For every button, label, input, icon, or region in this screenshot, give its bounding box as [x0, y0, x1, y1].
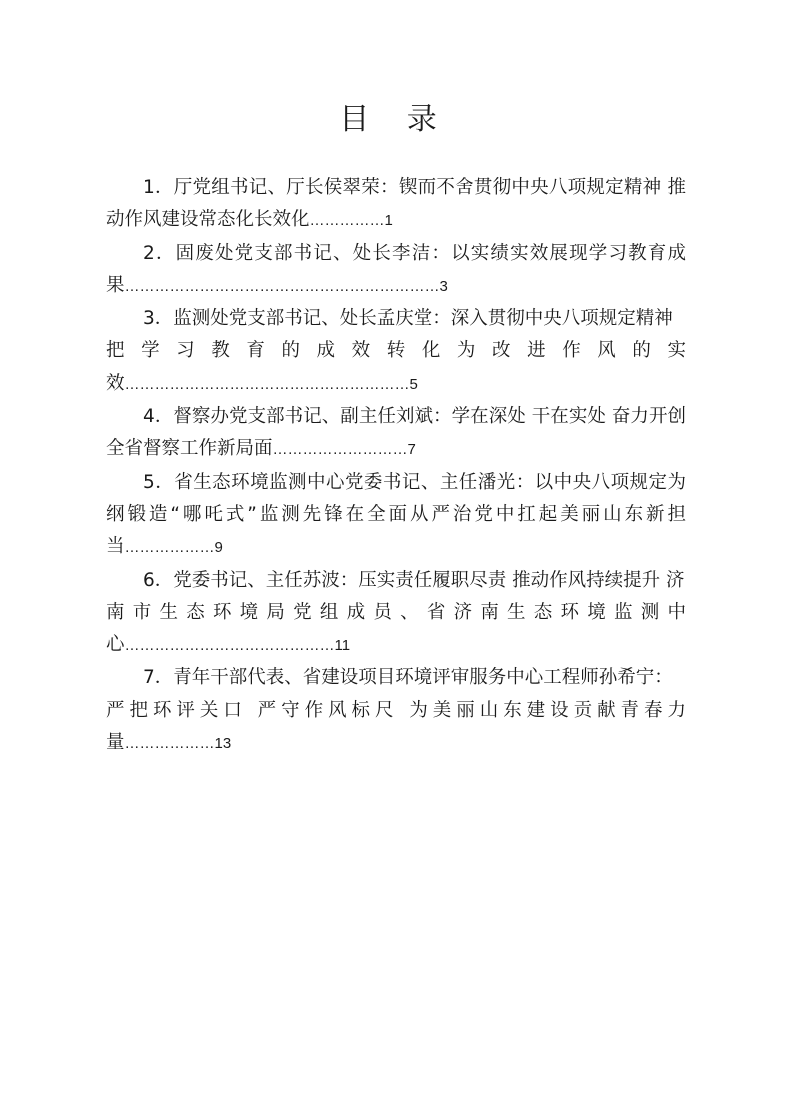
entry-number: 1．: [143, 177, 174, 198]
toc-title: 目 录: [339, 102, 451, 137]
entry-number: 2．: [143, 242, 176, 264]
page-number: 7: [407, 441, 416, 459]
page-number: 1: [384, 212, 393, 230]
page-number: 9: [214, 539, 223, 557]
page-number: 3: [439, 277, 448, 295]
toc-entry-2: [106, 238, 686, 304]
entry-number: 4．: [143, 406, 174, 428]
entry-number: 3．: [143, 308, 174, 330]
dot-leader: ……………………………………: [124, 637, 335, 655]
entry-text: 监测处党支部书记、处长孟庆堂：深入贯彻中央八项规定精神: [173, 308, 673, 330]
entry-number: 7．: [143, 667, 174, 689]
dot-leader: ……………: [309, 212, 385, 230]
entry-text: 青年干部代表、省建设项目环境评审服务中心工程师孙希宁：: [173, 667, 673, 689]
toc-entry-4: [106, 401, 686, 467]
dot-leader: ………………………: [272, 441, 408, 459]
entry-text-justified-line: 把学习教育的成效转化为改进作风的实: [106, 340, 686, 362]
entry-text-justified-line: 南市生态环境局党组成员、省济南生态环境监测中: [106, 601, 686, 623]
entry-text: 效: [106, 372, 125, 394]
entry-text: 厅党组书记、厅长侯翠荣：锲而不舍贯彻中央八项规定精神 推动作风建设常态化长效化: [106, 177, 686, 231]
entry-text: 党委书记、主任苏波：压实责任履职尽责 推动作风持续提升 济: [173, 569, 685, 591]
toc-list: [106, 172, 686, 760]
entry-text: 固废处党支部书记、处长李洁：以实绩实效展现学习教育成果: [106, 242, 686, 296]
entry-number: 5．: [143, 471, 175, 493]
dot-leader: ………………………………………………………: [124, 277, 440, 295]
toc-entry-5: [106, 467, 686, 565]
toc-entry-1: [106, 172, 686, 238]
entry-number: 6．: [143, 569, 174, 591]
toc-entry-7: [106, 662, 686, 760]
entry-text: 量: [106, 732, 125, 754]
entry-text: 省生态环境监测中心党委书记、主任潘光：以中央八项规定为纲锻造“哪吒式”监测先锋在全面从严治党中扛起美丽山东新担当: [106, 471, 686, 558]
toc-entry-6: [106, 565, 686, 663]
dot-leader: …………………………………………………: [124, 375, 410, 393]
entry-text: 心: [106, 634, 125, 656]
entry-text-justified-line: 严把环评关口 严守作风标尺 为美丽山东建设贡献青春力: [106, 699, 686, 721]
page-number: 13: [214, 735, 232, 753]
dot-leader: ………………: [124, 539, 215, 557]
page-number: 11: [334, 637, 351, 655]
page-number: 5: [409, 375, 418, 393]
dot-leader: ………………: [124, 735, 215, 753]
entry-text: 督察办党支部书记、副主任刘斌：学在深处 干在实处 奋力开创全省督察工作新局面: [106, 406, 686, 460]
toc-entry-3: [106, 303, 686, 401]
